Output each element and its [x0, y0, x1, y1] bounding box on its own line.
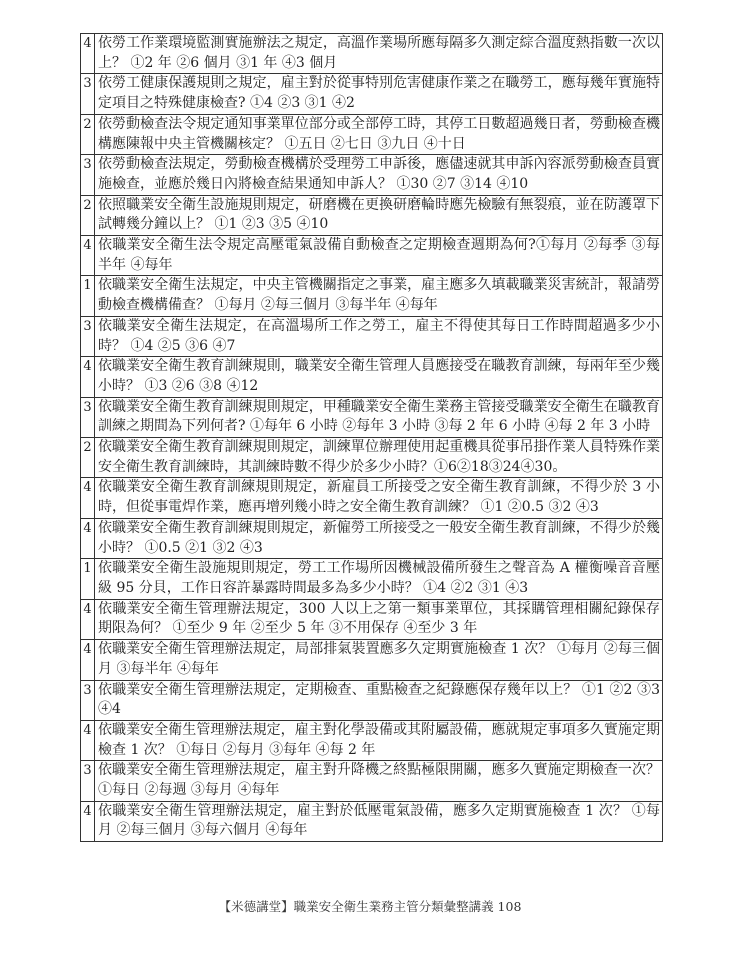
answer-cell: 4: [81, 801, 95, 841]
question-text: 依職業安全衛生法令規定高壓電氣設備自動檢查之定期檢查週期為何?①每月 ②每季 ③每半年 ④每年: [95, 236, 663, 276]
question-row: [81, 357, 663, 397]
answer-cell: 4: [81, 357, 95, 397]
answer-cell: 3: [81, 155, 95, 195]
answer-cell: 4: [81, 236, 95, 276]
answer-cell: 2: [81, 114, 95, 154]
answer-cell: 2: [81, 438, 95, 478]
answer-cell: 4: [81, 34, 95, 74]
answer-cell: 1: [81, 276, 95, 316]
question-table: [80, 33, 663, 842]
answer-cell: 3: [81, 74, 95, 114]
question-text: 依職業安全衛生管理辦法規定，局部排氣裝置應多久定期實施檢查 1 次？ ①每月 ②每三個月 ③每半年 ④每年: [95, 640, 663, 680]
question-row: [81, 720, 663, 760]
question-row: [81, 397, 663, 437]
answer-cell: 4: [81, 478, 95, 518]
question-text: 依勞動檢查法規定，勞動檢查機構於受理勞工申訴後，應儘速就其申訴內容派勞動檢查員實施檢查，並應於幾日內將檢查結果通知申訴人？ ①30 ②7 ③14 ④10: [95, 155, 663, 195]
answer-cell: 3: [81, 680, 95, 720]
question-row: [81, 478, 663, 518]
question-text: 依照職業安全衛生設施規則規定，研磨機在更換研磨輪時應先檢驗有無裂痕，並在防護罩下試轉幾分鐘以上？ ①1 ②3 ③5 ④10: [95, 195, 663, 235]
question-row: [81, 155, 663, 195]
answer-cell: 4: [81, 518, 95, 558]
question-row: [81, 236, 663, 276]
question-row: [81, 195, 663, 235]
question-row: [81, 801, 663, 841]
question-row: [81, 34, 663, 74]
question-row: [81, 559, 663, 599]
question-row: [81, 640, 663, 680]
question-text: 依勞動檢查法令規定通知事業單位部分或全部停工時，其停工日數超過幾日者，勞動檢查機構應陳報中央主管機關核定？ ①五日 ②七日 ③九日 ④十日: [95, 114, 663, 154]
answer-cell: 3: [81, 761, 95, 801]
question-text: 依職業安全衛生教育訓練規則規定，訓練單位辦理使用起重機具從事吊掛作業人員特殊作業安全衛生教育訓練時，其訓練時數不得少於多少小時？①6②18③24④30。: [95, 438, 663, 478]
question-text: 依勞工健康保護規則之規定，雇主對於從事特別危害健康作業之在職勞工，應每幾年實施特定項目之特殊健康檢查? ①4 ②3 ③1 ④2: [95, 74, 663, 114]
question-row: [81, 276, 663, 316]
answer-cell: 3: [81, 397, 95, 437]
question-text: 依職業安全衛生管理辦法規定，300 人以上之第一類事業單位，其採購管理相關紀錄保存期限為何？ ①至少 9 年 ②至少 5 年 ③不用保存 ④至少 3 年: [95, 599, 663, 639]
question-text: 依職業安全衛生管理辦法規定，雇主對升降機之終點極限開關，應多久實施定期檢查一次？ ①每日 ②每週 ③每月 ④每年: [95, 761, 663, 801]
question-text: 依職業安全衛生設施規則規定，勞工工作場所因機械設備所發生之聲音為 A 權衡噪音音壓級 95 分貝，工作日容許暴露時間最多為多少小時？ ①4 ②2 ③1 ④3: [95, 559, 663, 599]
question-text: 依職業安全衛生法規定，中央主管機關指定之事業，雇主應多久填載職業災害統計，報請勞動檢查機構備查？ ①每月 ②每三個月 ③每半年 ④每年: [95, 276, 663, 316]
answer-cell: 4: [81, 640, 95, 680]
question-row: [81, 599, 663, 639]
question-row: [81, 438, 663, 478]
question-row: [81, 74, 663, 114]
answer-cell: 4: [81, 720, 95, 760]
question-text: 依職業安全衛生教育訓練規則，職業安全衛生管理人員應接受在職教育訓練，每兩年至少幾小時？ ①3 ②6 ③8 ④12: [95, 357, 663, 397]
question-text: 依職業安全衛生教育訓練規則規定，新雇員工所接受之安全衛生教育訓練，不得少於 3 小時，但從事電焊作業，應再增列幾小時之安全衛生教育訓練？ ①1 ②0.5 ③2 ④3: [95, 478, 663, 518]
question-text: 依職業安全衛生管理辦法規定，雇主對化學設備或其附屬設備，應就規定事項多久實施定期檢查 1 次？ ①每日 ②每月 ③每年 ④每 2 年: [95, 720, 663, 760]
question-row: [81, 316, 663, 356]
question-text: 依職業安全衛生法規定，在高溫場所工作之勞工，雇主不得使其每日工作時間超過多少小時？ ①4 ②5 ③6 ④7: [95, 316, 663, 356]
question-text: 依職業安全衛生管理辦法規定，雇主對於低壓電氣設備，應多久定期實施檢查 1 次？ ①每月 ②每三個月 ③每六個月 ④每年: [95, 801, 663, 841]
answer-cell: 3: [81, 316, 95, 356]
question-row: [81, 518, 663, 558]
answer-cell: 2: [81, 195, 95, 235]
answer-cell: 4: [81, 599, 95, 639]
question-text: 依職業安全衛生管理辦法規定，定期檢查、重點檢查之紀錄應保存幾年以上？ ①1 ②2 ③3 ④4: [95, 680, 663, 720]
question-row: [81, 114, 663, 154]
question-text: 依職業安全衛生教育訓練規則規定，甲種職業安全衛生業務主管接受職業安全衛生在職教育訓練之期間為下列何者? ①每年 6 小時 ②每年 3 小時 ③每 2 年 6 小時 ④每 2 年 3 小時: [95, 397, 663, 437]
answer-cell: 1: [81, 559, 95, 599]
page-footer: 【米德講堂】職業安全衛生業務主管分類彙整講義 108: [218, 899, 522, 914]
question-text: 依勞工作業環境監測實施辦法之規定，高溫作業場所應每隔多久測定綜合溫度熱指數一次以上？ ①2 年 ②6 個月 ③1 年 ④3 個月: [95, 34, 663, 74]
question-row: [81, 680, 663, 720]
question-row: [81, 761, 663, 801]
question-text: 依職業安全衛生教育訓練規則規定，新僱勞工所接受之一般安全衛生教育訓練，不得少於幾小時？ ①0.5 ②1 ③2 ④3: [95, 518, 663, 558]
